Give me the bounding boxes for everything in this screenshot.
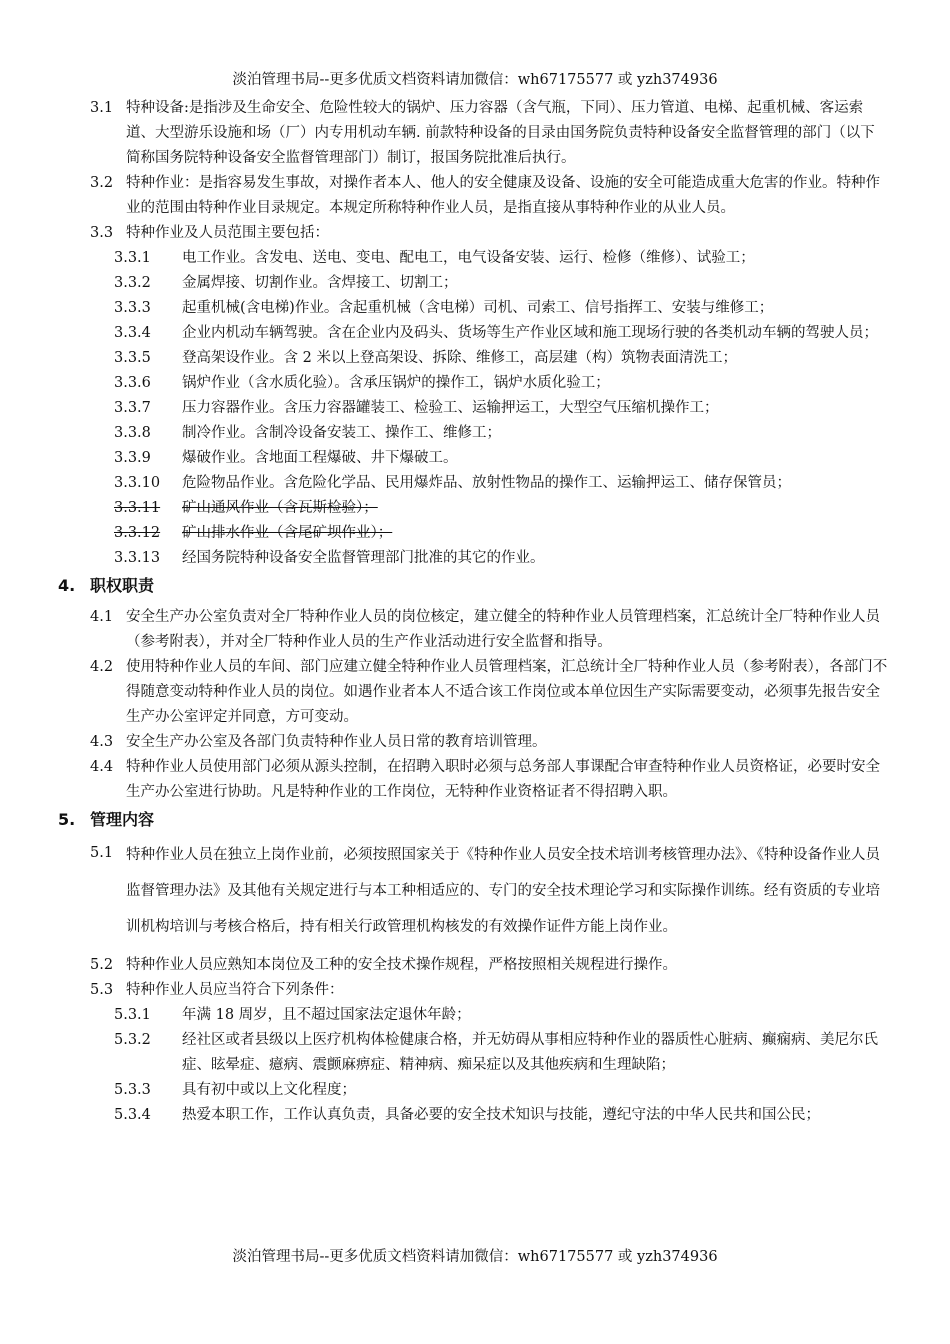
clause-5-1 — [0, 835, 888, 953]
clause-3-3-12-struck — [0, 521, 888, 546]
clause-4-2 — [0, 655, 888, 730]
clause-text: 特种设备:是指涉及生命安全、危险性较大的锅炉、压力容器（含气瓶，下同）、压力管道、电梯、起重机械、客运索道、大型游乐设施和场（厂）内专用机动车辆. 前款特种设备的目录由国务院负责特种设备安全监督管理的部门（以下简称国务院特种设备安全监督管理部门）制订，报国务院批准后执行。 — [126, 100, 875, 166]
clause-5-3 — [0, 978, 888, 1003]
clause-text: 矿山通风作业（含瓦斯检验）； — [182, 500, 378, 516]
clause-5-3-1 — [0, 1003, 888, 1028]
clause-number: 5.2 — [90, 957, 114, 973]
page-footer: 淡泊管理书局--更多优质文档资料请加微信：wh67175577 或 yzh374936 — [232, 1249, 718, 1265]
clause-text: 年满 18 周岁，且不超过国家法定退休年龄； — [182, 1007, 471, 1023]
clause-text: 特种作业人员使用部门必须从源头控制，在招聘入职时必须与总务部人事课配合审查特种作业人员资格证，必要时安全生产办公室进行协助。凡是特种作业的工作岗位，无特种作业资格证者不得招聘入职。 — [126, 759, 880, 800]
clause-text: 特种作业：是指容易发生事故，对操作者本人、他人的安全健康及设备、设施的安全可能造成重大危害的作业。特种作业的范围由特种作业目录规定。本规定所称特种作业人员，是指直接从事特种作业的从业人员。 — [126, 175, 880, 216]
section-title: 职权职责 — [90, 576, 155, 595]
clause-5-3-2 — [0, 1028, 888, 1078]
clause-3-3-10 — [0, 471, 888, 496]
clause-text: 热爱本职工作，工作认真负责，具备必要的安全技术知识与技能，遵纪守法的中华人民共和国公民； — [182, 1107, 820, 1123]
clause-5-3-4 — [0, 1103, 888, 1128]
clause-3-3-8 — [0, 421, 888, 446]
clause-number: 4.3 — [90, 734, 114, 750]
clause-3-2 — [0, 171, 888, 221]
clause-text: 特种作业人员在独立上岗作业前，必须按照国家关于《特种作业人员安全技术培训考核管理办法》、《特种设备作业人员监督管理办法》及其他有关规定进行与本工种相适应的、专门的安全技术理论学习和实际操作训练。经有资质的专业培训机构培训与考核合格后，持有相关行政管理机构核发的有效操作证件方能上岗作业。 — [126, 847, 880, 935]
clause-number: 3.1 — [90, 100, 114, 116]
clause-number: 3.3.7 — [114, 400, 151, 416]
section-heading-5 — [0, 805, 950, 835]
clause-5-3-3 — [0, 1078, 888, 1103]
clause-text: 特种作业人员应熟知本岗位及工种的安全技术操作规程，严格按照相关规程进行操作。 — [126, 957, 677, 973]
clause-3-3-7 — [0, 396, 888, 421]
clause-number: 4.4 — [90, 759, 114, 775]
clause-text: 安全生产办公室负责对全厂特种作业人员的岗位核定，建立健全的特种作业人员管理档案，汇总统计全厂特种作业人员（参考附表），并对全厂特种作业人员的生产作业活动进行安全监督和指导。 — [126, 609, 880, 650]
clause-4-1 — [0, 605, 888, 655]
clause-3-3-11-struck — [0, 496, 888, 521]
section-number: 4. — [58, 576, 76, 595]
section-number: 5. — [58, 810, 76, 829]
clause-number: 3.3.3 — [114, 300, 151, 316]
clause-3-3-9 — [0, 446, 888, 471]
clause-number: 3.3.12 — [114, 525, 161, 541]
clause-text: 矿山排水作业（含尾矿坝作业）； — [182, 525, 393, 541]
clause-5-2 — [0, 953, 888, 978]
clause-number: 4.1 — [90, 609, 114, 625]
clause-4-4 — [0, 755, 888, 805]
clause-number: 3.3.11 — [114, 500, 161, 516]
clause-number: 3.3 — [90, 225, 114, 241]
clause-text: 安全生产办公室及各部门负责特种作业人员日常的教育培训管理。 — [126, 734, 547, 750]
clause-number: 5.3.2 — [114, 1032, 151, 1048]
clause-text: 特种作业及人员范围主要包括： — [126, 225, 329, 241]
section-title: 管理内容 — [90, 810, 155, 829]
clause-number: 3.3.1 — [114, 250, 151, 266]
clause-text: 企业内机动车辆驾驶。含在企业内及码头、货场等生产作业区域和施工现场行驶的各类机动车辆的驾驶人员； — [182, 325, 878, 341]
clause-text: 危险物品作业。含危险化学品、民用爆炸品、放射性物品的操作工、运输押运工、储存保管员； — [182, 475, 791, 491]
clause-3-3-6 — [0, 371, 888, 396]
clause-text: 经国务院特种设备安全监督管理部门批准的其它的作业。 — [182, 550, 545, 566]
clause-number: 3.3.6 — [114, 375, 151, 391]
clause-text: 制冷作业。含制冷设备安装工、操作工、维修工； — [182, 425, 501, 441]
clause-number: 3.3.2 — [114, 275, 151, 291]
clause-text: 使用特种作业人员的车间、部门应建立健全特种作业人员管理档案，汇总统计全厂特种作业人员（参考附表），各部门不得随意变动特种作业人员的岗位。如遇作业者本人不适合该工作岗位或本单位因生产实际需要变动，必须事先报告安全生产办公室评定并同意，方可变动。 — [126, 659, 888, 725]
clause-number: 5.3.3 — [114, 1082, 151, 1098]
clause-number: 5.3 — [90, 982, 114, 998]
clause-number: 3.2 — [90, 175, 114, 191]
clause-text: 经社区或者县级以上医疗机构体检健康合格，并无妨碍从事相应特种作业的器质性心脏病、癫痫病、美尼尔氏症、眩晕症、癔病、震颤麻痹症、精神病、痴呆症以及其他疾病和生理缺陷； — [182, 1032, 878, 1073]
clause-number: 4.2 — [90, 659, 114, 675]
clause-text: 起重机械(含电梯)作业。含起重机械（含电梯）司机、司索工、信号指挥工、安装与维修工； — [182, 300, 774, 316]
clause-text: 金属焊接、切割作业。含焊接工、切割工； — [182, 275, 458, 291]
clause-number: 5.3.4 — [114, 1107, 151, 1123]
clause-text: 爆破作业。含地面工程爆破、井下爆破工。 — [182, 450, 458, 466]
clause-3-1 — [0, 96, 888, 171]
clause-3-3-3 — [0, 296, 888, 321]
page-header: 淡泊管理书局--更多优质文档资料请加微信：wh67175577 或 yzh374936 — [232, 72, 718, 88]
clause-4-3 — [0, 730, 888, 755]
document-body — [0, 96, 950, 1128]
clause-3-3 — [0, 221, 888, 246]
clause-text: 压力容器作业。含压力容器罐装工、检验工、运输押运工，大型空气压缩机操作工； — [182, 400, 719, 416]
clause-3-3-5 — [0, 346, 888, 371]
clause-3-3-2 — [0, 271, 888, 296]
clause-3-3-13 — [0, 546, 888, 571]
clause-3-3-4 — [0, 321, 888, 346]
clause-text: 电工作业。含发电、送电、变电、配电工，电气设备安装、运行、检修（维修）、试验工； — [182, 250, 755, 266]
clause-number: 3.3.13 — [114, 550, 161, 566]
clause-number: 5.3.1 — [114, 1007, 151, 1023]
clause-number: 3.3.10 — [114, 475, 161, 491]
clause-number: 3.3.8 — [114, 425, 151, 441]
clause-text: 特种作业人员应当符合下列条件： — [126, 982, 344, 998]
clause-text: 锅炉作业（含水质化验）。含承压锅炉的操作工，锅炉水质化验工； — [182, 375, 610, 391]
clause-number: 3.3.5 — [114, 350, 151, 366]
clause-number: 3.3.9 — [114, 450, 151, 466]
clause-text: 登高架设作业。含 2 米以上登高架设、拆除、维修工，高层建（构）筑物表面清洗工； — [182, 350, 737, 366]
section-heading-4 — [0, 571, 950, 601]
clause-text: 具有初中或以上文化程度； — [182, 1082, 356, 1098]
clause-number: 5.1 — [90, 845, 114, 861]
clause-3-3-1 — [0, 246, 888, 271]
clause-number: 3.3.4 — [114, 325, 151, 341]
